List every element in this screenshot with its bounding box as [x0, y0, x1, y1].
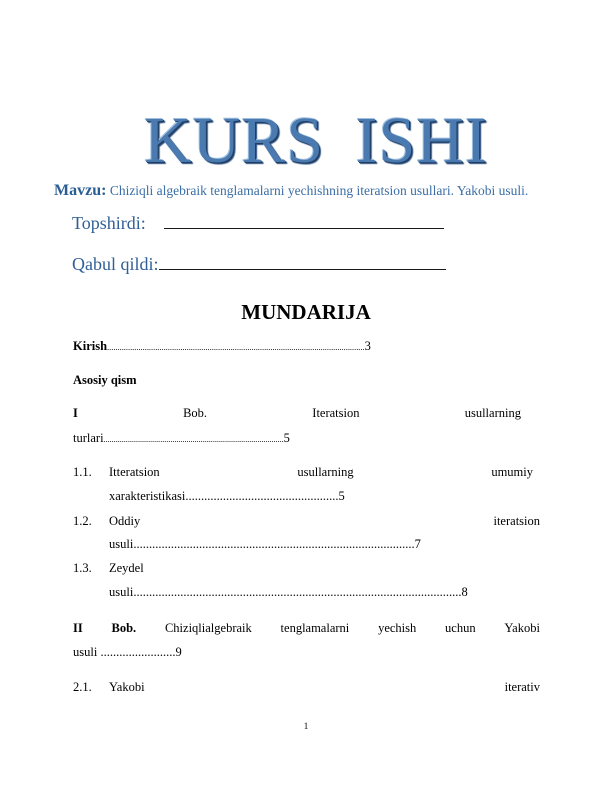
toc-section-1-2-number: 1.2.: [73, 514, 92, 528]
toc-ch1-w3: Iteratsion: [312, 406, 360, 420]
toc-s12-line2: usuli: [109, 537, 134, 551]
document-title: KURS ISHI: [144, 104, 488, 177]
toc-section-1-2-line2: [109, 537, 421, 552]
toc-ch1-dots: .........................................................................................: [103, 435, 284, 444]
submitted-by-blank: [164, 214, 444, 229]
toc-kirish-dots: ...........................................................................................................................: [107, 343, 365, 352]
toc-s11-page: 5: [338, 489, 345, 503]
toc-chapter-2-line2: [73, 645, 182, 660]
accepted-by-blank: [159, 255, 446, 270]
topic-text: Chiziqli algebraik tenglamalarni yechishning iteratsion usullari. Yakobi usuli.: [109, 183, 529, 198]
toc-entry-kirish: [73, 339, 371, 354]
toc-s21-w1: Yakobi: [109, 680, 145, 694]
toc-main-part: Asosiy qism: [73, 373, 137, 387]
toc-ch2-w1: II: [73, 621, 83, 635]
toc-ch1-w1: I: [73, 406, 78, 420]
toc-ch2-w7: uchun: [445, 621, 476, 635]
topic-line: [54, 182, 528, 200]
toc-section-2-1-line1: [109, 680, 540, 695]
toc-s11-w1: Itteratsion: [109, 465, 160, 479]
accepted-by-line: [72, 254, 446, 275]
toc-s11-dots: .................................................: [185, 489, 339, 503]
contents-heading: MUNDARIJA: [241, 300, 371, 324]
submitted-by-label: Topshirdi:: [72, 213, 146, 233]
toc-s12-page: 7: [414, 537, 421, 551]
page-number: 1: [303, 721, 309, 731]
accepted-by-label: Qabul qildi:: [72, 254, 159, 274]
toc-s12-w2: iteratsion: [493, 514, 540, 528]
toc-ch2-w3: Chiziqlialgebraik: [164, 621, 252, 635]
toc-kirish-label: Kirish: [73, 339, 108, 353]
toc-ch2-dots: ........................: [100, 645, 176, 659]
toc-section-1-3-number: 1.3.: [73, 561, 92, 575]
toc-s13-line2: usuli: [109, 585, 134, 599]
toc-section-1-1-number: 1.1.: [73, 465, 92, 479]
toc-s12-w1: Oddiy: [109, 514, 141, 528]
toc-s11-w3: umumiy: [491, 465, 533, 479]
toc-section-1-1-line2: [109, 489, 345, 504]
toc-ch2-w5: tenglamalarni: [280, 621, 350, 635]
toc-chapter-2-line1: [73, 621, 540, 636]
toc-s13-dots: .........................................................................................................: [133, 585, 462, 599]
toc-ch2-w2: Bob.: [111, 621, 137, 635]
toc-s13-page: 8: [461, 585, 468, 599]
toc-chapter-1-line2: [73, 431, 290, 446]
toc-ch1-line2: turlari: [73, 431, 104, 445]
toc-ch2-line2: usuli: [73, 645, 101, 659]
toc-s11-line2: xarakteristikasi: [109, 489, 186, 503]
submitted-by-line: [72, 213, 444, 234]
toc-ch1-w2: Bob.: [183, 406, 208, 420]
toc-chapter-1-line1: [73, 406, 521, 421]
toc-section-1-1-line1: [109, 465, 533, 480]
topic-label: Mavzu:: [54, 182, 107, 199]
toc-section-1-3-line2: [109, 585, 468, 600]
toc-s12-dots: ..........................................................................................: [133, 537, 415, 551]
toc-ch2-w8: Yakobi: [504, 621, 540, 635]
toc-kirish-page: 3: [364, 339, 371, 353]
toc-section-2-1-number: 2.1.: [73, 680, 92, 694]
toc-ch2-w6: yechish: [378, 621, 417, 635]
toc-s21-w2: iterativ: [504, 680, 540, 694]
toc-s11-w2: usullarning: [297, 465, 354, 479]
toc-s13-w1: Zeydel: [109, 561, 144, 575]
toc-ch1-w4: usullarning: [464, 406, 521, 420]
toc-section-1-2-line1: [109, 514, 540, 529]
toc-ch2-page: 9: [175, 645, 182, 659]
toc-ch1-page: 5: [283, 431, 290, 445]
